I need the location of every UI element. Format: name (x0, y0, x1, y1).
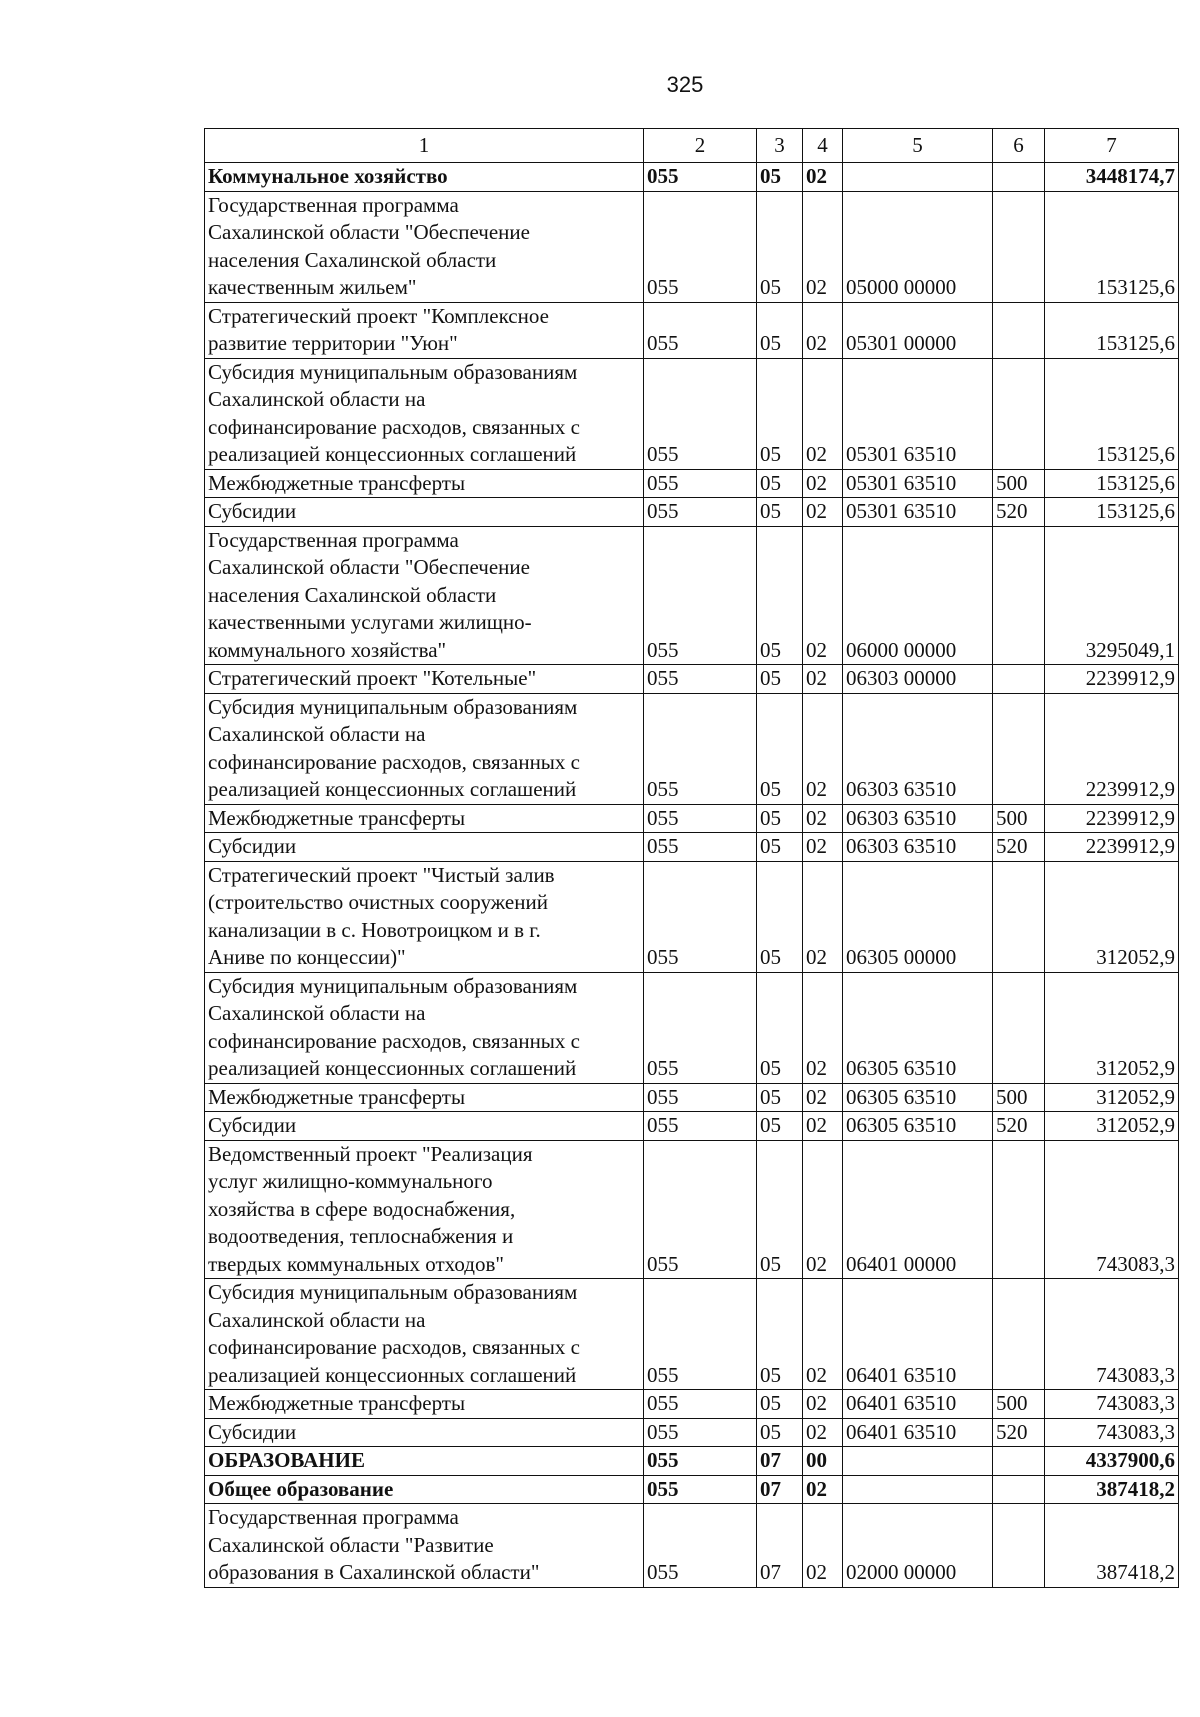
table-body (205, 163, 1179, 1588)
table-row (205, 1475, 1179, 1504)
row-code-target (843, 163, 993, 192)
row-amount: 4337900,6 (1045, 1447, 1179, 1476)
row-code-section: 05 (757, 526, 803, 665)
row-code-target: 05301 63510 (843, 469, 993, 498)
row-name: Стратегический проект "Котельные" (205, 665, 644, 694)
header-col-2: 2 (644, 129, 757, 163)
row-code-admin: 055 (644, 833, 757, 862)
table-row (205, 1504, 1179, 1588)
row-code-subsection: 02 (803, 833, 843, 862)
row-name: Ведомственный проект "Реализация услуг жилищно-коммунального хозяйства в сфере водоснабжения, водоотведения, теплоснабжения и твердых коммунальных отходов" (205, 1140, 644, 1279)
row-code-section: 05 (757, 972, 803, 1083)
row-name: Государственная программа Сахалинской области "Обеспечение населения Сахалинской области качественными услугами жилищно- коммунального хозяйства" (205, 526, 644, 665)
table-row (205, 1390, 1179, 1419)
row-code-expense-type (993, 693, 1045, 804)
row-code-admin: 055 (644, 302, 757, 358)
row-code-admin: 055 (644, 498, 757, 527)
row-code-subsection: 02 (803, 1140, 843, 1279)
table-row (205, 302, 1179, 358)
budget-table (204, 128, 1179, 1588)
row-code-section: 05 (757, 1112, 803, 1141)
row-amount: 153125,6 (1045, 358, 1179, 469)
row-code-subsection: 02 (803, 1112, 843, 1141)
row-amount: 743083,3 (1045, 1140, 1179, 1279)
row-code-expense-type: 500 (993, 1083, 1045, 1112)
row-code-admin: 055 (644, 1418, 757, 1447)
row-code-expense-type: 520 (993, 498, 1045, 527)
row-code-expense-type: 520 (993, 833, 1045, 862)
row-code-target: 05000 00000 (843, 191, 993, 302)
row-code-target: 06305 00000 (843, 861, 993, 972)
row-code-subsection: 02 (803, 1418, 843, 1447)
row-code-subsection: 02 (803, 526, 843, 665)
row-code-expense-type (993, 1140, 1045, 1279)
table-row (205, 358, 1179, 469)
row-amount: 3448174,7 (1045, 163, 1179, 192)
row-amount: 312052,9 (1045, 1112, 1179, 1141)
row-amount: 312052,9 (1045, 1083, 1179, 1112)
row-code-expense-type (993, 861, 1045, 972)
header-col-4: 4 (803, 129, 843, 163)
row-code-section: 05 (757, 804, 803, 833)
row-amount: 743083,3 (1045, 1418, 1179, 1447)
row-code-expense-type: 520 (993, 1418, 1045, 1447)
row-code-target: 06401 63510 (843, 1279, 993, 1390)
row-code-target: 06303 63510 (843, 693, 993, 804)
row-code-subsection: 02 (803, 469, 843, 498)
row-name: Субсидии (205, 833, 644, 862)
table-row (205, 833, 1179, 862)
row-name: Государственная программа Сахалинской области "Обеспечение населения Сахалинской области качественным жильем" (205, 191, 644, 302)
header-col-5: 5 (843, 129, 993, 163)
header-col-3: 3 (757, 129, 803, 163)
row-code-target: 06000 00000 (843, 526, 993, 665)
row-amount: 2239912,9 (1045, 833, 1179, 862)
row-code-admin: 055 (644, 1083, 757, 1112)
row-code-target: 02000 00000 (843, 1504, 993, 1588)
row-name: Субсидии (205, 1418, 644, 1447)
row-code-subsection: 02 (803, 1475, 843, 1504)
row-amount: 3295049,1 (1045, 526, 1179, 665)
row-code-admin: 055 (644, 1390, 757, 1419)
row-code-subsection: 02 (803, 1279, 843, 1390)
row-code-section: 05 (757, 1083, 803, 1112)
row-code-subsection: 02 (803, 972, 843, 1083)
row-code-subsection: 02 (803, 302, 843, 358)
row-code-target: 06305 63510 (843, 1112, 993, 1141)
row-code-section: 05 (757, 1279, 803, 1390)
header-row (205, 129, 1179, 163)
row-code-target (843, 1475, 993, 1504)
row-amount: 743083,3 (1045, 1279, 1179, 1390)
row-amount: 153125,6 (1045, 191, 1179, 302)
row-code-expense-type (993, 1504, 1045, 1588)
row-name: Субсидии (205, 498, 644, 527)
row-amount: 312052,9 (1045, 972, 1179, 1083)
row-code-admin: 055 (644, 1475, 757, 1504)
row-amount: 387418,2 (1045, 1475, 1179, 1504)
row-code-expense-type (993, 972, 1045, 1083)
row-name: Субсидия муниципальным образованиям Сахалинской области на софинансирование расходов, связанных с реализацией концессионных соглашений (205, 358, 644, 469)
row-code-admin: 055 (644, 1447, 757, 1476)
row-code-target: 06401 63510 (843, 1418, 993, 1447)
table-row (205, 1083, 1179, 1112)
table-row (205, 693, 1179, 804)
row-code-subsection: 02 (803, 804, 843, 833)
row-code-section: 05 (757, 861, 803, 972)
row-code-target: 05301 63510 (843, 358, 993, 469)
row-code-expense-type (993, 1475, 1045, 1504)
row-code-section: 05 (757, 163, 803, 192)
row-code-expense-type (993, 526, 1045, 665)
row-code-target: 05301 00000 (843, 302, 993, 358)
row-code-section: 05 (757, 665, 803, 694)
table-row (205, 498, 1179, 527)
header-col-1: 1 (205, 129, 644, 163)
row-code-subsection: 02 (803, 1390, 843, 1419)
row-code-subsection: 02 (803, 1504, 843, 1588)
row-code-admin: 055 (644, 1504, 757, 1588)
row-code-admin: 055 (644, 1112, 757, 1141)
row-code-section: 05 (757, 191, 803, 302)
table-row (205, 1112, 1179, 1141)
row-name: Межбюджетные трансферты (205, 804, 644, 833)
row-code-subsection: 02 (803, 861, 843, 972)
row-amount: 2239912,9 (1045, 665, 1179, 694)
row-code-subsection: 02 (803, 163, 843, 192)
row-name: Субсидия муниципальным образованиям Сахалинской области на софинансирование расходов, связанных с реализацией концессионных соглашений (205, 972, 644, 1083)
header-col-6: 6 (993, 129, 1045, 163)
row-code-section: 05 (757, 1390, 803, 1419)
row-code-section: 07 (757, 1447, 803, 1476)
row-code-section: 05 (757, 1140, 803, 1279)
row-code-admin: 055 (644, 861, 757, 972)
row-amount: 743083,3 (1045, 1390, 1179, 1419)
row-code-subsection: 02 (803, 498, 843, 527)
row-code-admin: 055 (644, 163, 757, 192)
table-row (205, 1447, 1179, 1476)
row-code-admin: 055 (644, 191, 757, 302)
row-code-subsection: 02 (803, 665, 843, 694)
row-code-subsection: 02 (803, 358, 843, 469)
table-row (205, 972, 1179, 1083)
row-code-expense-type (993, 163, 1045, 192)
table-row (205, 191, 1179, 302)
row-amount: 312052,9 (1045, 861, 1179, 972)
row-code-target: 06401 63510 (843, 1390, 993, 1419)
row-code-expense-type: 500 (993, 804, 1045, 833)
header-col-7: 7 (1045, 129, 1179, 163)
row-code-target: 06401 00000 (843, 1140, 993, 1279)
row-code-section: 05 (757, 469, 803, 498)
row-code-expense-type (993, 1447, 1045, 1476)
row-amount: 2239912,9 (1045, 804, 1179, 833)
row-name: Общее образование (205, 1475, 644, 1504)
table-row (205, 526, 1179, 665)
row-name: Государственная программа Сахалинской области "Развитие образования в Сахалинской области" (205, 1504, 644, 1588)
row-code-subsection: 02 (803, 191, 843, 302)
row-code-section: 05 (757, 498, 803, 527)
row-code-section: 05 (757, 302, 803, 358)
row-code-admin: 055 (644, 972, 757, 1083)
row-code-target: 06303 63510 (843, 833, 993, 862)
row-code-expense-type: 500 (993, 1390, 1045, 1419)
row-name: Коммунальное хозяйство (205, 163, 644, 192)
row-name: Субсидии (205, 1112, 644, 1141)
row-name: Субсидия муниципальным образованиям Сахалинской области на софинансирование расходов, связанных с реализацией концессионных соглашений (205, 693, 644, 804)
row-code-subsection: 02 (803, 1083, 843, 1112)
row-code-admin: 055 (644, 1279, 757, 1390)
table-row (205, 1418, 1179, 1447)
row-code-section: 05 (757, 693, 803, 804)
row-code-section: 05 (757, 833, 803, 862)
row-amount: 153125,6 (1045, 469, 1179, 498)
row-name: Межбюджетные трансферты (205, 1390, 644, 1419)
table-row (205, 665, 1179, 694)
row-code-expense-type: 500 (993, 469, 1045, 498)
row-code-expense-type (993, 1279, 1045, 1390)
row-name: Межбюджетные трансферты (205, 469, 644, 498)
row-code-target: 06305 63510 (843, 1083, 993, 1112)
page-number: 325 (666, 72, 704, 97)
row-code-section: 05 (757, 358, 803, 469)
row-code-admin: 055 (644, 1140, 757, 1279)
row-code-subsection: 02 (803, 693, 843, 804)
row-name: Стратегический проект "Комплексное развитие территории "Уюн" (205, 302, 644, 358)
row-code-target: 06303 00000 (843, 665, 993, 694)
table-row (205, 163, 1179, 192)
row-code-admin: 055 (644, 358, 757, 469)
row-amount: 153125,6 (1045, 498, 1179, 527)
row-code-admin: 055 (644, 665, 757, 694)
row-amount: 387418,2 (1045, 1504, 1179, 1588)
row-amount: 2239912,9 (1045, 693, 1179, 804)
row-name: ОБРАЗОВАНИЕ (205, 1447, 644, 1476)
row-code-expense-type (993, 302, 1045, 358)
table-row (205, 804, 1179, 833)
row-code-section: 07 (757, 1475, 803, 1504)
row-code-expense-type (993, 191, 1045, 302)
table-row (205, 469, 1179, 498)
row-code-expense-type (993, 358, 1045, 469)
row-code-expense-type: 520 (993, 1112, 1045, 1141)
row-code-target (843, 1447, 993, 1476)
row-code-expense-type (993, 665, 1045, 694)
row-code-section: 07 (757, 1504, 803, 1588)
row-name: Стратегический проект "Чистый залив (строительство очистных сооружений канализации в с. Новотроицком и в г. Аниве по концессии)" (205, 861, 644, 972)
row-code-admin: 055 (644, 693, 757, 804)
row-code-admin: 055 (644, 526, 757, 665)
row-name: Субсидия муниципальным образованиям Сахалинской области на софинансирование расходов, связанных с реализацией концессионных соглашений (205, 1279, 644, 1390)
row-name: Межбюджетные трансферты (205, 1083, 644, 1112)
row-code-section: 05 (757, 1418, 803, 1447)
row-code-subsection: 00 (803, 1447, 843, 1476)
table-row (205, 1279, 1179, 1390)
row-amount: 153125,6 (1045, 302, 1179, 358)
row-code-target: 05301 63510 (843, 498, 993, 527)
row-code-target: 06305 63510 (843, 972, 993, 1083)
table-row (205, 861, 1179, 972)
row-code-target: 06303 63510 (843, 804, 993, 833)
row-code-admin: 055 (644, 469, 757, 498)
row-code-admin: 055 (644, 804, 757, 833)
table-row (205, 1140, 1179, 1279)
